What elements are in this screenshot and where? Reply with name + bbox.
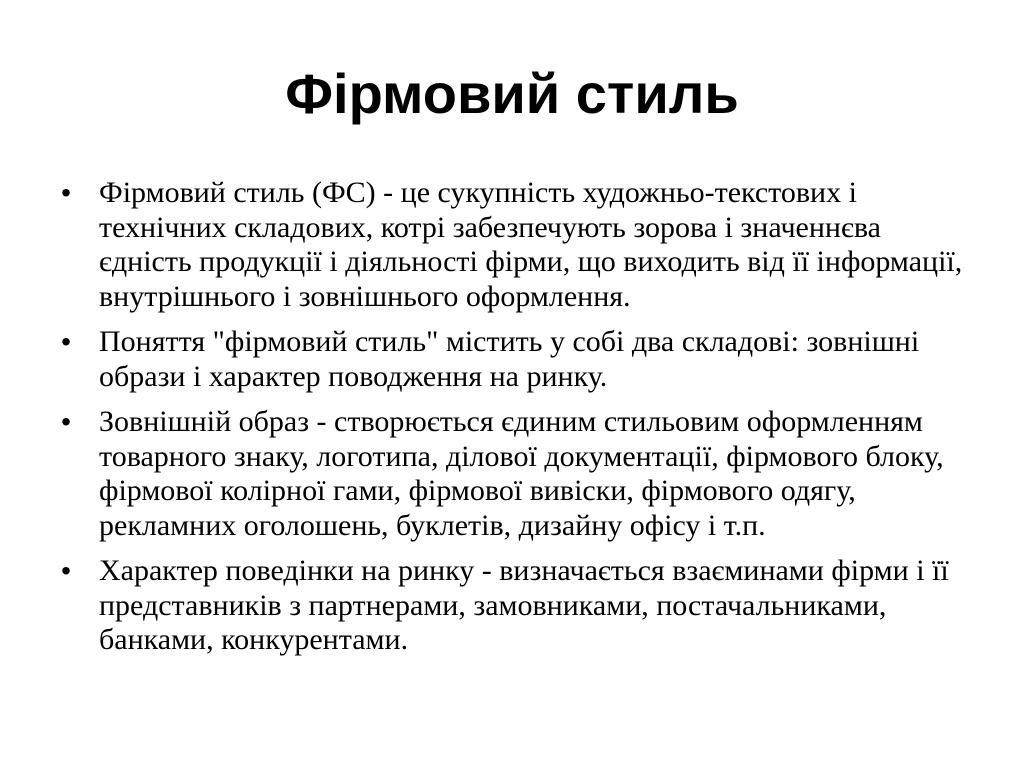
bullet-icon: • [61,326,71,357]
bullet-list [56,176,966,669]
bullet-item-market-behavior [56,554,966,658]
bullet-icon: • [61,555,71,586]
bullet-item-external-image [56,405,966,543]
bullet-item-components [56,325,966,394]
bullet-icon: • [61,406,71,437]
bullet-icon: • [61,177,71,208]
bullet-text: Фірмовий стиль (ФС) - це сукупність художньо-текстових і технічних складових, котрі забезпечують зорова і значеннєва єдність продукції і діяльності фірми, що виходить від її інформації, внутрішнього і зовнішнього оформлення. [99,176,963,313]
slide-title: Фірмовий стиль [285,62,739,125]
bullet-item-definition [56,176,966,314]
bullet-text: Поняття "фірмовий стиль" містить у собі два складові: зовнішні образи і характер поводження на ринку. [99,325,920,393]
bullet-text: Зовнішній образ - створюється єдиним стильовим оформленням товарного знаку, логотипа, ділової документації, фірмового блоку, фірмової колірної гами, фірмової вивіски, фірмового одягу, рекламних оголошень, буклетів, дизайну офісу і т.п. [99,405,944,542]
bullet-text: Характер поведінки на ринку - визначається взаєминами фірми і її представників з партнерами, замовниками, постачальниками, банками, конкурентами. [99,554,949,656]
